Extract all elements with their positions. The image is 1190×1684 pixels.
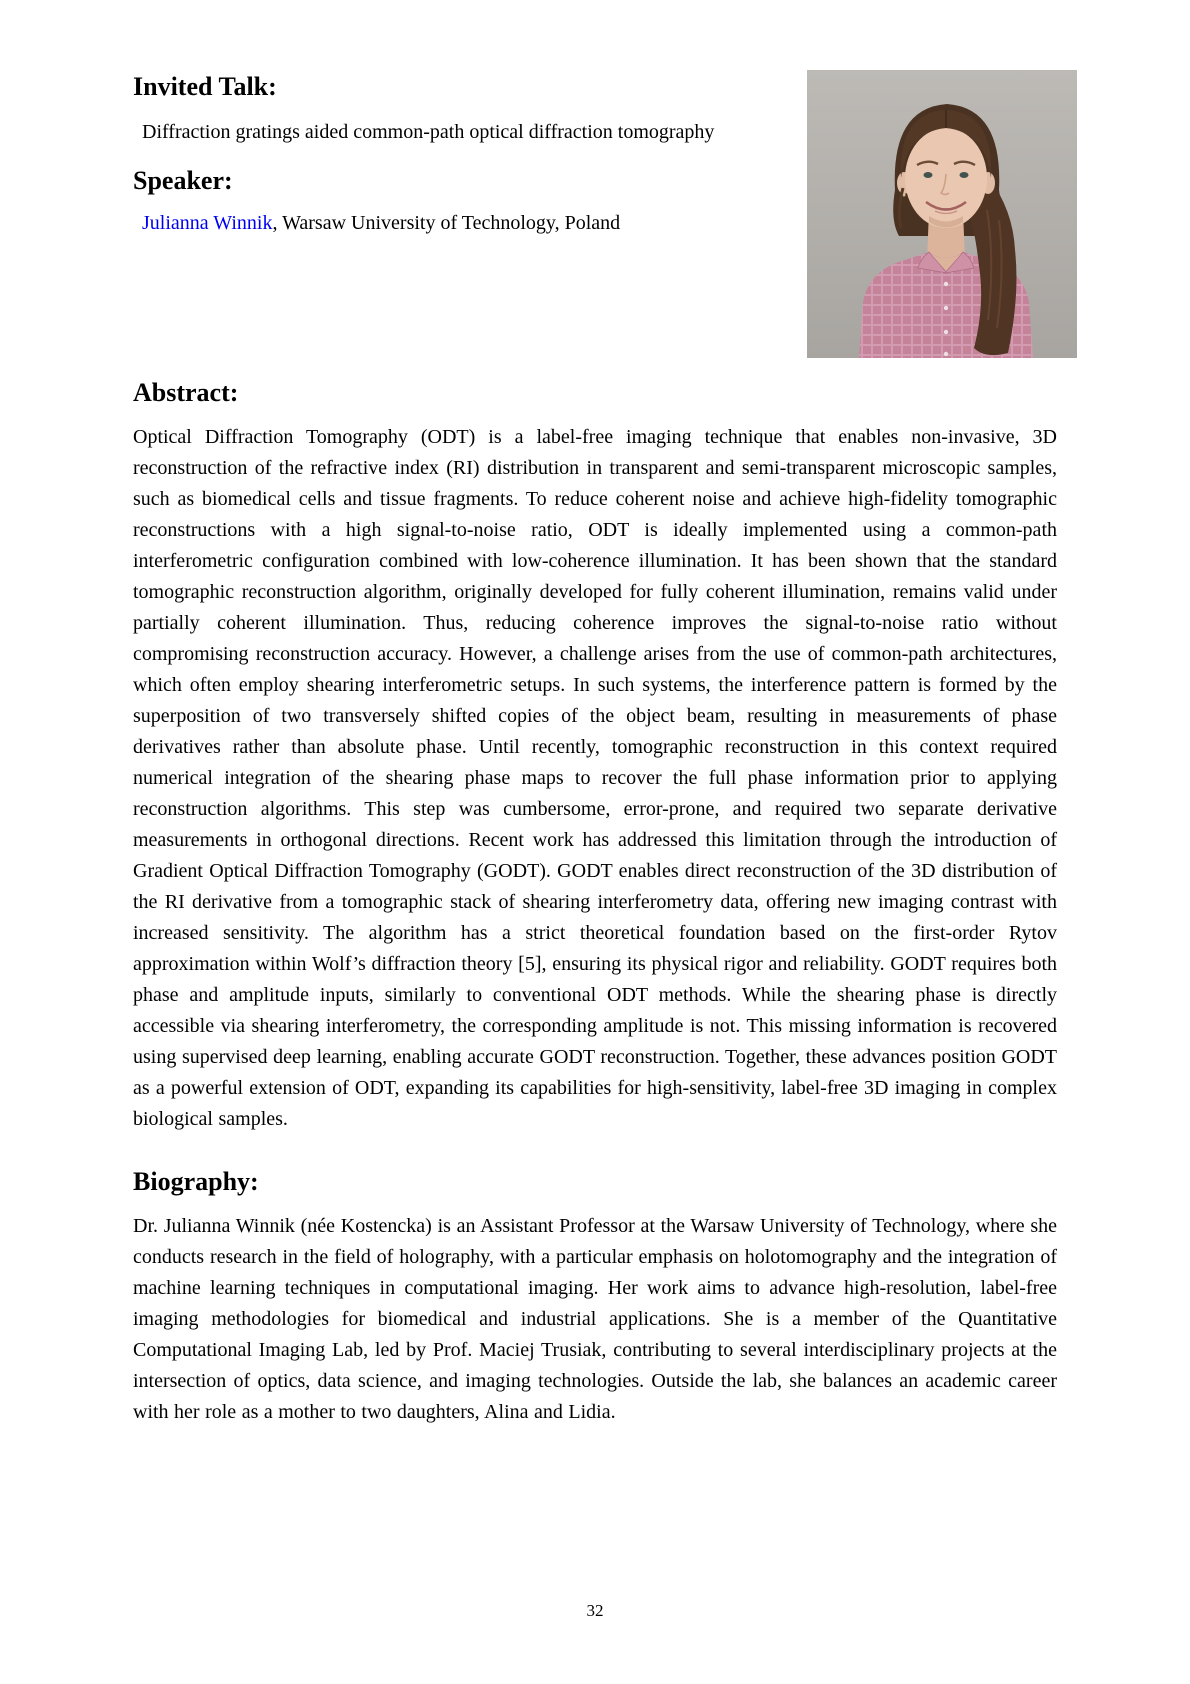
page-number: 32: [586, 1601, 604, 1620]
invited-talk-heading: Invited Talk:: [133, 72, 277, 101]
abstract-heading: Abstract:: [133, 378, 239, 407]
portrait-image: [807, 70, 1077, 358]
speaker-name-link[interactable]: Julianna Winnik: [142, 212, 273, 234]
biography-text: Dr. Julianna Winnik (née Kostencka) is an Assistant Professor at the Warsaw University of Technology, where she conducts research in the field of holography, with a particular emphasis on holotomography and the integration of machine learning techniques in computational imaging. Her work aims to advance high-resolution, label-free imaging methodologies for biomedical and industrial applications. She is a member of the Quantitative Computational Imaging Lab, led by Prof. Maciej Trusiak, contributing to several interdisciplinary projects at the intersection of optics, data science, and imaging technologies. Outside the lab, she balances an academic career with her role as a mother to two daughters, Alina and Lidia.: [133, 1215, 1057, 1423]
talk-title: Diffraction gratings aided common-path optical diffraction tomography: [142, 121, 715, 143]
speaker-heading: Speaker:: [133, 166, 233, 195]
speaker-affiliation: , Warsaw University of Technology, Poland: [272, 212, 621, 234]
page-content: [133, 70, 1057, 1428]
abstract-text: Optical Diffraction Tomography (ODT) is a label-free imaging technique that enables non-invasive, 3D reconstruction of the refractive index (RI) distribution in transparent and semi-transparent microscopic samples, such as biomedical cells and tissue fragments. To reduce coherent noise and achieve high-fidelity tomographic reconstructions with a high signal-to-noise ratio, ODT is ideally implemented using a common-path interferometric configuration combined with low-coherence illumination. It has been shown that the standard tomographic reconstruction algorithm, originally developed for fully coherent illumination, remains valid under partially coherent illumination. Thus, reducing coherence improves the signal-to-noise ratio without compromising reconstruction accuracy. However, a challenge arises from the use of common-path architectures, which often employ shearing interferometric setups. In such systems, the interference pattern is formed by the superposition of two transversely shifted copies of the object beam, resulting in measurements of phase derivatives rather than absolute phase. Until recently, tomographic reconstruction in this context required numerical integration of the shearing phase maps to recover the full phase information prior to applying reconstruction algorithms. This step was cumbersome, error-prone, and required two separate derivative measurements in orthogonal directions. Recent work has addressed this limitation through the introduction of Gradient Optical Diffraction Tomography (GODT). GODT enables direct reconstruction of the 3D distribution of the RI derivative from a tomographic stack of shearing interferometry data, offering new imaging contrast with increased sensitivity. The algorithm has a strict theoretical foundation based on the first-order Rytov approximation within Wolf’s diffraction theory [5], ensuring its physical rigor and reliability. GODT requires both phase and amplitude inputs, similarly to conventional ODT methods. While the shearing phase is directly accessible via shearing interferometry, the corresponding amplitude is not. This missing information is recovered using supervised deep learning, enabling accurate GODT reconstruction. Together, these advances position GODT as a powerful extension of ODT, expanding its capabilities for high-sensitivity, label-free 3D imaging in complex biological samples.: [133, 426, 1057, 1130]
biography-heading: Biography:: [133, 1167, 259, 1196]
speaker-photo: [807, 70, 1077, 358]
